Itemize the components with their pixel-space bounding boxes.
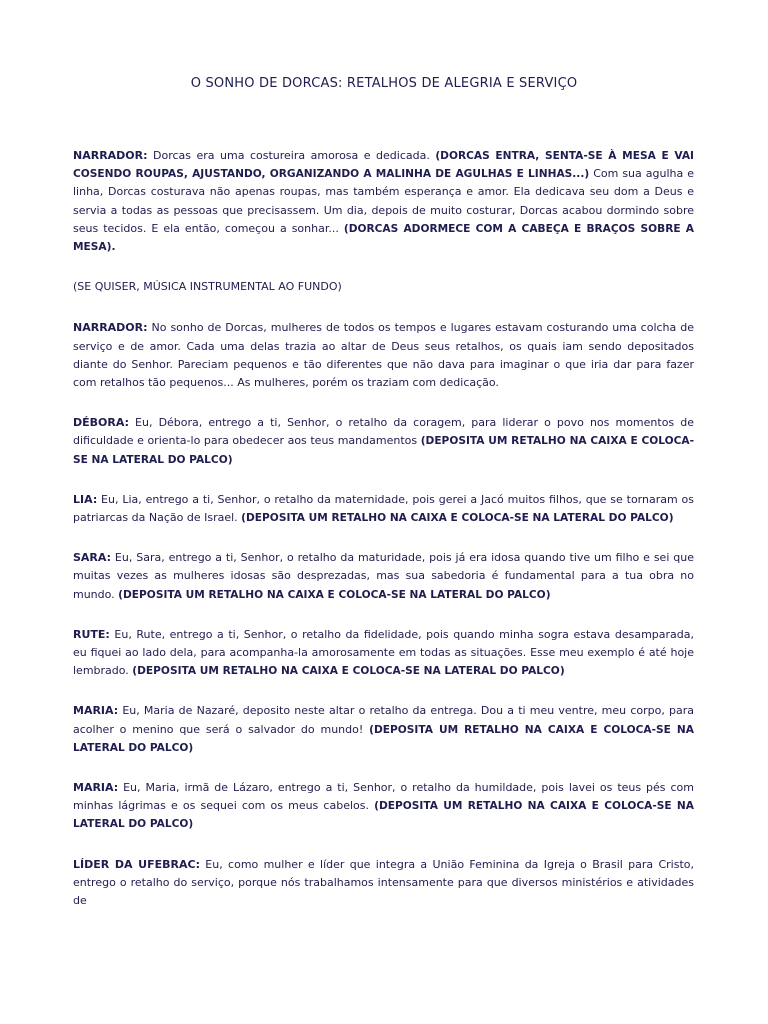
paragraph-text: Eu, como mulher e líder que integra a União Feminina da Igreja o Brasil para Cristo, entrego o retalho do serviço, porque nós trabalhamos intensamente para que diversos ministérios e atividades de (73, 857, 695, 908)
paragraph-narrador-2 (73, 319, 694, 392)
page-title: O SONHO DE DORCAS: RETALHOS DE ALEGRIA E SERVIÇO (190, 76, 578, 91)
stage-direction: (DEPOSITA UM RETALHO NA CAIXA E COLOCA-SE NA LATERAL DO PALCO) (118, 588, 551, 601)
speaker-label: MARIA: (73, 704, 119, 718)
speaker-label: NARRADOR: (73, 149, 148, 162)
paragraph-music-note (73, 278, 694, 296)
paragraph-text: Eu, Lia, entrego a ti, Senhor, o retalho da maternidade, pois gerei a Jacó muitos filhos, que se tornaram os patriarcas da Nação de Israel. (73, 492, 694, 525)
paragraph-text: Eu, Débora, entrego a ti, Senhor, o retalho da coragem, para liderar o povo nos momentos de dificuldade e orienta-lo para obedecer aos teus mandamentos (73, 416, 694, 448)
speaker-label: DÉBORA: (73, 416, 129, 430)
stage-direction: (DEPOSITA UM RETALHO NA CAIXA E COLOCA-SE NA LATERAL DO PALCO) (73, 723, 694, 754)
stage-direction: (DEPOSITA UM RETALHO NA CAIXA E COLOCA-SE NA LATERAL DO PALCO) (241, 512, 674, 525)
stage-direction: (DORCAS ENTRA, SENTA-SE À MESA E VAI COSENDO ROUPAS, AJUSTANDO, ORGANIZANDO A MALINHA DE AGULHAS E LINHAS...) (73, 150, 694, 181)
speaker-label: LIA: (73, 492, 98, 506)
paragraph-maria-nazare (73, 702, 694, 757)
paragraph-text: Eu, Sara, entrego a ti, Senhor, o retalho da maturidade, pois já era idosa quando tive um filho e sei que muitas vezes as mulheres idosas são desprezadas, mas sua sabedoria é fundamental para a tua obra no mundo. (73, 551, 694, 601)
paragraph-text: Eu, Rute, entrego a ti, Senhor, o retalho da fidelidade, pois quando minha sogra estava desamparada, eu fiquei ao lado dela, para acompanha-la amorosamente em todas as situações. Esse meu exemplo é até hoje lembrado. (73, 627, 694, 678)
paragraph-narrador-1 (73, 147, 694, 256)
stage-direction: (DEPOSITA UM RETALHO NA CAIXA E COLOCA-SE NA LATERAL DO PALCO) (132, 665, 565, 678)
speaker-label: LÍDER DA UFEBRAC: (73, 857, 200, 871)
paragraph-debora (73, 414, 694, 469)
paragraph-lider-ufebrac (73, 856, 694, 911)
paragraph-text: Com sua agulha e linha, Dorcas costurava não apenas roupas, mas também esperança e amor. Ela dedicava seu dom a Deus e servia a todas as pessoas que precisassem. Um dia, depois de muito costurar, Dorcas acabou dormindo sobre seus tecidos. E ela então, começou a sonhar... (73, 167, 694, 235)
speaker-label: MARIA: (73, 781, 119, 795)
paragraph-rute (73, 626, 694, 681)
paragraph-text: Eu, Maria, irmã de Lázaro, entrego a ti, Senhor, o retalho da humildade, pois lavei os teus pés com minhas lágrimas e os sequei com os meus cabelos. (73, 781, 694, 813)
speaker-label: SARA: (73, 551, 112, 565)
paragraph-maria-betania (73, 779, 694, 834)
stage-direction: (DORCAS ADORMECE COM A CABEÇA E BRAÇOS SOBRE A MESA). (73, 222, 694, 254)
paragraph-sara (73, 549, 694, 604)
stage-direction: (DEPOSITA UM RETALHO NA CAIXA E COLOCA-SE NA LATERAL DO PALCO) (73, 800, 694, 831)
speaker-label: NARRADOR: (73, 321, 148, 335)
script-body (73, 147, 694, 932)
paragraph-lia (73, 491, 694, 527)
paragraph-text: Dorcas era uma costureira amorosa e dedicada. (147, 149, 436, 162)
paragraph-text: (SE QUISER, MÚSICA INSTRUMENTAL AO FUNDO) (73, 280, 342, 294)
speaker-label: RUTE: (73, 627, 110, 641)
stage-direction: (DEPOSITA UM RETALHO NA CAIXA E COLOCA-SE NA LATERAL DO PALCO) (73, 435, 694, 466)
paragraph-text: Eu, Maria de Nazaré, deposito neste altar o retalho da entrega. Dou a ti meu ventre, meu corpo, para acolher o menino que será o salvador do mundo! (73, 704, 694, 736)
paragraph-text: No sonho de Dorcas, mulheres de todos os tempos e lugares estavam costurando uma colcha de serviço e de amor. Cada uma delas trazia ao altar de Deus seus retalhos, os quais iam sendo depositados diante do Senhor. Pareciam pequenos e tão diferentes que não dava para imaginar o que iria dar para fazer com retalhos tão pequenos... As mulheres, porém os traziam com dedicação. (73, 321, 694, 390)
